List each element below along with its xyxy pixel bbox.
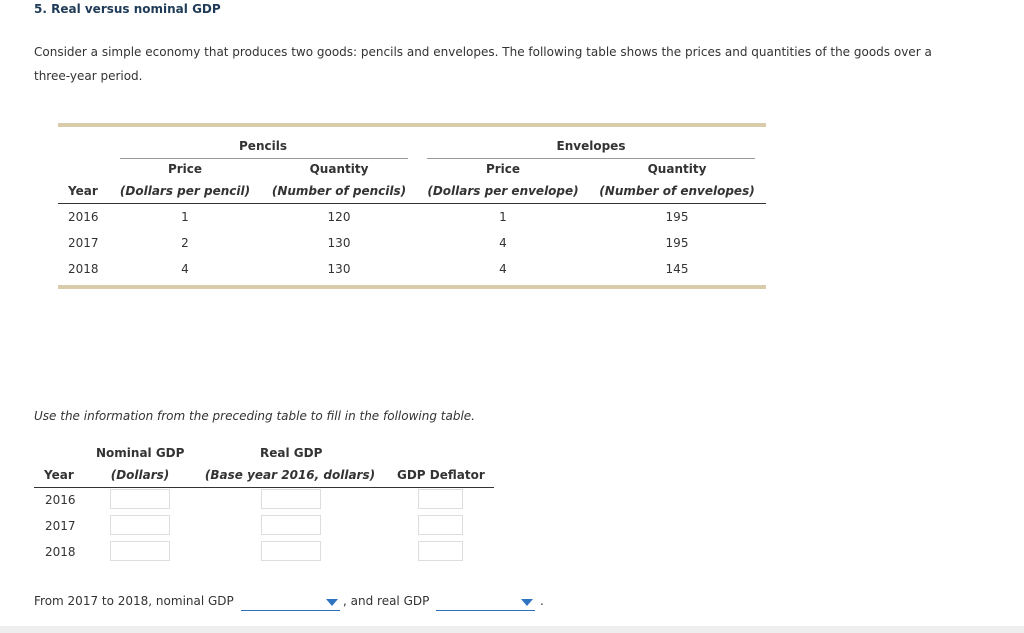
chevron-down-icon [521, 599, 533, 606]
year-header: Year [44, 468, 74, 482]
pencil-price-header: Price [167, 162, 203, 176]
real-gdp-unit: (Base year 2016, dollars) [204, 468, 376, 482]
answer-header-rule [34, 487, 494, 488]
real-gdp-change-dropdown[interactable] [436, 595, 535, 611]
row-env-qty: 195 [665, 236, 689, 250]
nominal-gdp-header: Nominal GDP [96, 446, 185, 460]
sentence-prefix: From 2017 to 2018, nominal GDP [34, 594, 234, 608]
chevron-down-icon [326, 599, 338, 606]
nominal-gdp-input-2018[interactable] [110, 541, 170, 561]
row-env-price: 4 [499, 262, 507, 276]
group-envelopes-header: Envelopes [556, 139, 626, 153]
env-price-unit: (Dollars per envelope) [427, 184, 579, 198]
gdp-deflator-input-2018[interactable] [418, 541, 463, 561]
nominal-gdp-unit: (Dollars) [110, 468, 170, 482]
pencil-price-unit: (Dollars per pencil) [119, 184, 251, 198]
row-env-qty: 145 [665, 262, 689, 276]
sentence-middle: , and real GDP [343, 594, 430, 608]
env-qty-header: Quantity [647, 162, 707, 176]
row-pencil-qty: 120 [327, 210, 351, 224]
env-price-header: Price [485, 162, 521, 176]
question-intro: Consider a simple economy that produces two goods: pencils and envelopes. The following table shows the prices and quantities of the goods over a three-year period. [34, 45, 932, 83]
header-rule [58, 203, 766, 204]
pencil-qty-unit: (Number of pencils) [271, 184, 407, 198]
answer-row-year: 2017 [45, 519, 76, 533]
data-table [58, 123, 766, 289]
sentence-suffix: . [540, 594, 544, 608]
row-pencil-price: 1 [181, 210, 189, 224]
nominal-gdp-input-2016[interactable] [110, 489, 170, 509]
real-gdp-header: Real GDP [260, 446, 323, 460]
row-pencil-price: 2 [181, 236, 189, 250]
footer-bar [0, 626, 1024, 633]
envelopes-group-rule [427, 158, 755, 159]
gdp-deflator-input-2017[interactable] [418, 515, 463, 535]
real-gdp-input-2018[interactable] [261, 541, 321, 561]
nominal-gdp-input-2017[interactable] [110, 515, 170, 535]
row-pencil-price: 4 [181, 262, 189, 276]
row-pencil-qty: 130 [327, 262, 351, 276]
row-env-price: 1 [499, 210, 507, 224]
gdp-deflator-header: GDP Deflator [397, 468, 485, 482]
row-year: 2018 [68, 262, 99, 276]
row-env-price: 4 [499, 236, 507, 250]
row-env-qty: 195 [665, 210, 689, 224]
real-gdp-input-2016[interactable] [261, 489, 321, 509]
year-header: Year [68, 184, 98, 198]
question-title: 5. Real versus nominal GDP [34, 2, 221, 16]
pencils-group-rule [120, 158, 408, 159]
group-pencils-header: Pencils [239, 139, 287, 153]
env-qty-unit: (Number of envelopes) [599, 184, 755, 198]
gdp-deflator-input-2016[interactable] [418, 489, 463, 509]
instruction-text: Use the information from the preceding table to fill in the following table. [34, 409, 475, 423]
row-year: 2016 [68, 210, 99, 224]
nominal-gdp-change-dropdown[interactable] [241, 595, 340, 611]
row-year: 2017 [68, 236, 99, 250]
answer-row-year: 2018 [45, 545, 76, 559]
answer-row-year: 2016 [45, 493, 76, 507]
pencil-qty-header: Quantity [309, 162, 369, 176]
real-gdp-input-2017[interactable] [261, 515, 321, 535]
row-pencil-qty: 130 [327, 236, 351, 250]
